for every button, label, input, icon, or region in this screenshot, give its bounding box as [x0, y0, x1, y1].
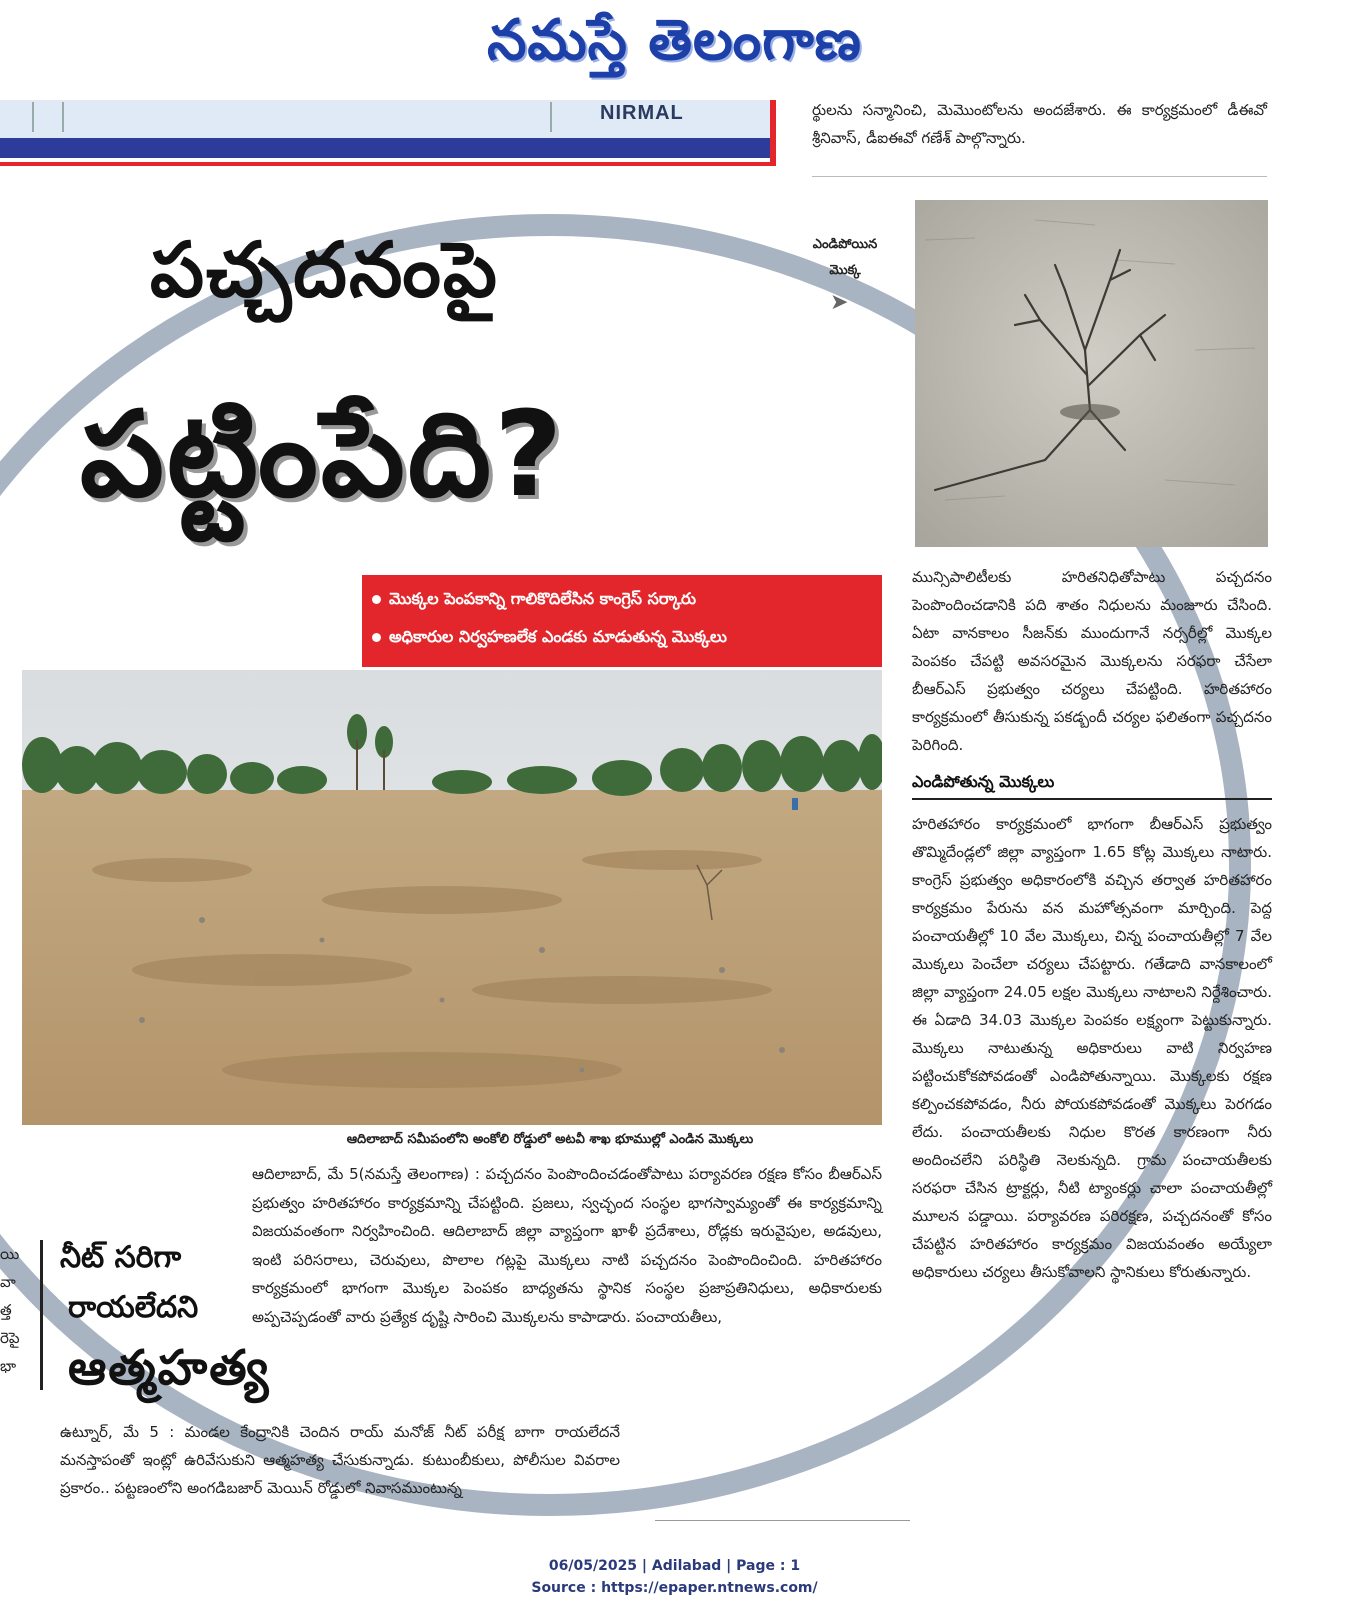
right-column-text-2: హరితహారం కార్యక్రమంలో భాగంగా బీఆర్‌ఎస్‌ ప్రభుత్వం తొమ్మిదేండ్లలో జిల్లా వ్యాప్తంగా 1.65 కోట్ల మొక్కలు నాటారు. కాంగ్రెస్‌ ప్రభుత్వం అధికారంలోకి వచ్చిన తర్వాత హరితహారం కార్యక్రమం పేరును వన మహోత్సవంగా మార్చింది. పెద్ద పంచాయతీల్లో 10 వేల మొక్కలు, చిన్న పంచాయతీల్లో 7 వేల మొక్కలు పెంచేలా చర్యలు చేపట్టారు. గతేడాది వానకాలంలో జిల్లా వ్యాప్తంగా 24.05 లక్షల మొక్కలు నాటాలని నిర్దేశించారు. ఈ ఏడాది 34.03 మొక్కల పెంపకం లక్ష్యంగా పెట్టుకున్నారు. మొక్కలు నాటుతున్న అధికారులు వాటి నిర్వహణ పట్టించుకోకపోవడంతో ఎండిపోతున్నాయి. మొక్కలకు రక్షణ కల్పించకపోవడం, నీరు పోయకపోవడంతో మొక్కలు పెరగడం లేదు. పంచాయతీలకు నిధుల కొరత కారణంగా నీరు అందించలేని పరిస్థితి నెలకున్నది. గ్రామ పంచాయతీలకు సరఫరా చేసిన ట్రాక్టర్లు, నీటి ట్యాంకర్లు చాలా పంచాయతీల్లో మూలన పడ్డాయి. పర్యావరణ పరిరక్షణ, పచ్చదనంతో కోసం చేపట్టిన హరితహారం కార్యక్రమం విజయవంతం అయ్యేలా అధికారులు చర్యలు తీసుకోవాలని స్థానికులు కోరుతున్నారు.	[912, 815, 1272, 1281]
right-column-text-1: మున్సిపాలిటీలకు హరితనిధితోపాటు పచ్చదనం పెంపొందించడానికి పది శాతం నిధులను మంజూరు చేసింది. ఏటా వానకాలం సీజన్‌కు ముందుగానే నర్సరీల్లో మొక్కల పెంపకం చేపట్టి అవసరమైన మొక్కలను సరఫరా చేసేలా బీఆర్‌ఎస్‌ ప్రభుత్వం చర్యలు చేపట్టింది. హరితహారం కార్యక్రమంలో తీసుకున్న పకడ్బందీ చర్యల ఫలితంగా పచ్చదనం పెరిగింది.	[912, 568, 1272, 754]
cutoff-fragment: వా	[0, 1273, 16, 1291]
bottom-divider	[655, 1520, 910, 1521]
story-divider	[40, 1240, 43, 1390]
field-photo-caption: ఆదిలాబాద్‌ సమీపంలోని అంకోలి రోడ్డులో అటవీ శాఖ భూముల్లో ఎండిన మొక్కలు	[346, 1132, 754, 1147]
bullet-icon	[372, 633, 381, 642]
highlight-bullets-box	[362, 575, 882, 667]
footer-date-edition: 06/05/2025 | Adilabad | Page : 1	[548, 1558, 801, 1574]
headline-line-1: పచ్చదనంపై	[150, 225, 499, 314]
cutoff-fragment: త్త	[0, 1301, 12, 1319]
bullet-icon	[372, 595, 381, 604]
dried-plant-photo	[915, 200, 1268, 547]
headline-line-2: పట్టింపేది?	[80, 385, 566, 523]
section-label: NIRMAL	[600, 102, 684, 124]
footer-source-link[interactable]: Source : https://epaper.ntnews.com/	[531, 1580, 818, 1596]
neet-headline-line-1: నీట్‌ సరిగా	[60, 1240, 182, 1275]
neet-story-body: ఉట్నూర్‌, మే 5 : మండల కేంద్రానికి చెందిన రాయ్‌ మనోజ్‌ నీట్‌ పరీక్ష బాగా రాయలేదనే మనస్తాపంతో ఇంట్లో ఉరివేసుకుని ఆత్మహత్య చేసుకున్నాడు. కుటుంబీకులు, పోలీసుల వివరాల ప్రకారం.. పట్టణంలోని అంగడిబజార్‌ మెయిన్‌ రోడ్డులో నివాసముంటున్న	[60, 1423, 620, 1497]
main-article-body	[252, 1160, 882, 1331]
plant-photo-caption	[790, 232, 900, 284]
column-divider	[812, 176, 1267, 177]
subheading-underline	[912, 798, 1272, 800]
bullet-item: మొక్కల పెంపకాన్ని గాలికొదిలేసిన కాంగ్రెస్‌ సర్కారు	[372, 589, 696, 612]
masthead-logo: నమస్తే తెలంగాణ	[487, 8, 862, 73]
neet-headline-line-3: ఆత్మహత్య	[68, 1340, 271, 1396]
plant-caption-line-1: ఎండిపోయిన	[812, 237, 878, 252]
cutoff-fragment: రెపై	[0, 1329, 20, 1347]
main-article-text: ఆదిలాబాద్‌, మే 5(నమస్తే తెలంగాణ) : పచ్చదనం పెంపొందించడంతోపాటు పర్యావరణ రక్షణ కోసం బీఆర్‌ఎస్‌ ప్రభుత్వం హరితహారం కార్యక్రమాన్ని చేపట్టింది. ప్రజలు, స్వచ్ఛంద సంస్థల భాగస్వామ్యంతో ఈ కార్యక్రమాన్ని విజయవంతంగా నిర్వహించింది. ఆదిలాబాద్‌ జిల్లా వ్యాప్తంగా ఖాళీ ప్రదేశాలు, రోడ్లకు ఇరువైపుల, అడవులు, ఇంటి పరిసరాలు, చెరువులు, పొలాల గట్లపై మొక్కలు నాటి పచ్చదనం పెంపొందించింది. హరితహారం కార్యక్రమంలో భాగంగా మొక్కల పెంపకం బాధ్యతను స్థానిక సంస్థల ప్రజాప్రతినిధులు, అధికారులకు అప్పచెప్పడంతో వారు ప్రత్యేక దృష్టి సారించి మొక్కలను కాపాడారు. పంచాయతీలు,	[252, 1165, 882, 1326]
left-cutoff-column	[0, 1240, 22, 1380]
arrow-right-icon: ➤	[830, 290, 849, 315]
cutoff-fragment: భా	[0, 1357, 17, 1375]
dry-field-photo	[22, 670, 882, 1125]
cutoff-fragment: యి	[0, 1245, 20, 1263]
top-right-article-text: ర్థులను సన్మానించి, మెమొంటోలను అందజేశారు. ఈ కార్యక్రమంలో డీఈవో శ్రీనివాస్‌, డీఐఈవో గణేశ్‌ పాల్గొన్నారు.	[812, 101, 1267, 147]
neet-headline-line-2: రాయలేదని	[68, 1290, 199, 1325]
section-band	[0, 100, 780, 170]
plant-caption-line-2: మొక్క	[829, 263, 861, 278]
bullet-item: అధికారుల నిర్వహణలేక ఎండకు మాడుతున్న మొక్కలు	[372, 627, 727, 650]
article-subheading: ఎండిపోతున్న మొక్కలు	[912, 772, 1055, 791]
